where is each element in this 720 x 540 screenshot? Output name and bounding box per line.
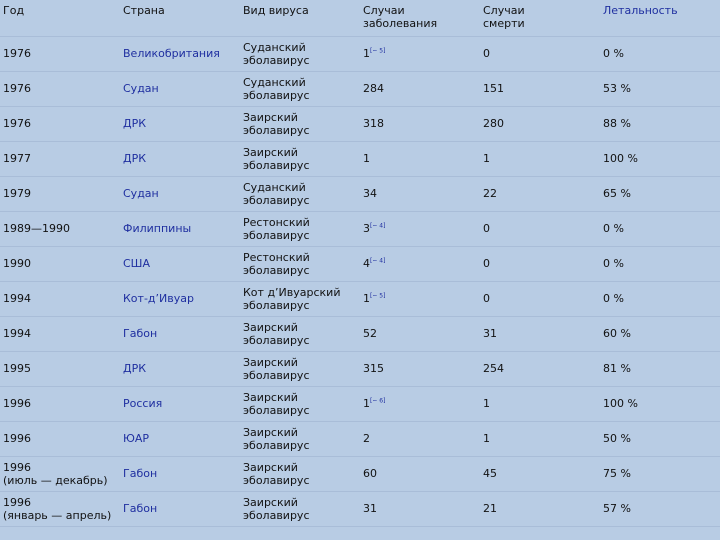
cell-country-link[interactable]: [120, 71, 240, 106]
cell-country-link-text[interactable]: Габон: [123, 502, 158, 515]
header-lethality-link[interactable]: Летальность: [600, 0, 720, 36]
cell-deaths: [480, 316, 600, 351]
cell-deaths: [480, 491, 600, 526]
cell-year-text: 1990: [3, 257, 31, 270]
cell-cases: [360, 106, 480, 141]
reference-link[interactable]: [~ 6]: [370, 397, 386, 405]
cell-cases-text: 1: [363, 292, 370, 305]
cell-cases-text: 4: [363, 257, 370, 270]
cell-deaths-text: 1: [483, 432, 490, 445]
cell-cases: [360, 176, 480, 211]
cell-year: [0, 351, 120, 386]
cell-virus-text: Заирский эболавирус: [243, 355, 310, 382]
cell-year-text: 1996: [3, 397, 31, 410]
cell-deaths: [480, 246, 600, 281]
cell-deaths-text: 280: [483, 117, 504, 130]
cell-year: [0, 421, 120, 456]
cell-year: [0, 211, 120, 246]
cell-country-link[interactable]: [120, 211, 240, 246]
cell-cases-text: 60: [363, 467, 377, 480]
cell-cases-text: 34: [363, 187, 377, 200]
cell-cases-text: 3: [363, 222, 370, 235]
cell-lethality-text: 57 %: [603, 502, 631, 515]
cell-year: [0, 386, 120, 421]
cell-country-link-text[interactable]: Габон: [123, 327, 158, 340]
cell-virus-text: Заирский эболавирус: [243, 495, 310, 522]
cell-country-link[interactable]: [120, 246, 240, 281]
table-row: [0, 71, 720, 106]
cell-country-link-text[interactable]: Судан: [123, 82, 159, 95]
cell-virus: [240, 421, 360, 456]
header-year: Год: [0, 0, 120, 36]
cell-deaths-text: 21: [483, 502, 497, 515]
cell-deaths-text: 151: [483, 82, 504, 95]
cell-cases-text: 52: [363, 327, 377, 340]
cell-cases: [360, 456, 480, 491]
cell-virus-text: Суданский эболавирус: [243, 180, 310, 207]
table-row: [0, 176, 720, 211]
cell-year: [0, 141, 120, 176]
cell-virus: [240, 106, 360, 141]
cell-cases-text: 31: [363, 502, 377, 515]
reference-link[interactable]: [~ 5]: [370, 47, 386, 55]
cell-virus-text: Кот д’Ивуарский эболавирус: [243, 285, 341, 312]
cell-lethality: [600, 36, 720, 71]
cell-lethality: [600, 106, 720, 141]
cell-lethality: [600, 211, 720, 246]
cell-year-text: 1989—1990: [3, 222, 70, 235]
table-row: [0, 491, 720, 526]
cell-virus-text: Рестонский эболавирус: [243, 250, 310, 277]
cell-deaths: [480, 281, 600, 316]
cell-country-link[interactable]: [120, 386, 240, 421]
cell-country-link[interactable]: [120, 491, 240, 526]
cell-lethality: [600, 351, 720, 386]
cell-deaths: [480, 456, 600, 491]
cell-virus: [240, 141, 360, 176]
cell-year-text: 1995: [3, 362, 31, 375]
cell-deaths: [480, 351, 600, 386]
cell-country-link[interactable]: [120, 141, 240, 176]
table-row: [0, 36, 720, 71]
cell-virus: [240, 491, 360, 526]
cell-cases: [360, 351, 480, 386]
cell-cases: [360, 211, 480, 246]
cell-virus: [240, 176, 360, 211]
cell-virus-text: Заирский эболавирус: [243, 460, 310, 487]
cell-lethality-text: 50 %: [603, 432, 631, 445]
cell-year: [0, 246, 120, 281]
cell-deaths: [480, 141, 600, 176]
cell-cases-text: 2: [363, 432, 370, 445]
cell-year-text: 1994: [3, 327, 31, 340]
table-row: [0, 106, 720, 141]
cell-lethality: [600, 316, 720, 351]
cell-country-link-text[interactable]: Россия: [123, 397, 163, 410]
cell-cases-text: 1: [363, 152, 370, 165]
cell-cases: [360, 141, 480, 176]
cell-lethality-text: 75 %: [603, 467, 631, 480]
cell-year-text: 1979: [3, 187, 31, 200]
cell-virus: [240, 71, 360, 106]
cell-country-link-text[interactable]: Габон: [123, 467, 158, 480]
cell-year-text: 1977: [3, 152, 31, 165]
cell-virus-text: Заирский эболавирус: [243, 145, 310, 172]
cell-cases: [360, 36, 480, 71]
cell-lethality: [600, 176, 720, 211]
cell-country-link-text[interactable]: ДРК: [123, 117, 147, 130]
cell-cases: [360, 71, 480, 106]
cell-year-text: 1976: [3, 82, 31, 95]
cell-lethality: [600, 246, 720, 281]
cell-cases-text: 315: [363, 362, 384, 375]
cell-virus-text: Заирский эболавирус: [243, 425, 310, 452]
cell-country-link[interactable]: [120, 281, 240, 316]
cell-virus-text: Заирский эболавирус: [243, 320, 310, 347]
cell-year-text: 1996 (июль — декабрь): [3, 460, 108, 487]
cell-deaths: [480, 36, 600, 71]
cell-cases: [360, 386, 480, 421]
cell-virus: [240, 351, 360, 386]
cell-deaths-text: 45: [483, 467, 497, 480]
cell-country-link[interactable]: [120, 351, 240, 386]
cell-year: [0, 36, 120, 71]
cell-year-text: 1996 (январь — апрель): [3, 495, 112, 522]
cell-virus: [240, 456, 360, 491]
cell-year: [0, 316, 120, 351]
cell-country-link-text[interactable]: Филиппины: [123, 222, 192, 235]
cell-lethality: [600, 71, 720, 106]
cell-deaths-text: 0: [483, 292, 490, 305]
table-row: [0, 351, 720, 386]
cell-lethality-text: 65 %: [603, 187, 631, 200]
cell-country-link-text[interactable]: ДРК: [123, 362, 147, 375]
cell-lethality: [600, 386, 720, 421]
header-virus: Вид вируса: [240, 0, 360, 36]
cell-lethality: [600, 456, 720, 491]
cell-cases: [360, 246, 480, 281]
table-row: [0, 386, 720, 421]
reference-link[interactable]: [~ 4]: [370, 222, 386, 230]
cell-virus-text: Суданский эболавирус: [243, 75, 310, 102]
cell-year: [0, 71, 120, 106]
cell-deaths-text: 1: [483, 397, 490, 410]
header-country: Страна: [120, 0, 240, 36]
reference-link[interactable]: [~ 5]: [370, 292, 386, 300]
cell-deaths-text: 31: [483, 327, 497, 340]
cell-year-text: 1996: [3, 432, 31, 445]
cell-cases-text: 318: [363, 117, 384, 130]
cell-country-link[interactable]: [120, 456, 240, 491]
cell-deaths: [480, 211, 600, 246]
cell-virus-text: Суданский эболавирус: [243, 40, 310, 67]
cell-country-link-text[interactable]: ДРК: [123, 152, 147, 165]
cell-cases: [360, 421, 480, 456]
cell-year: [0, 176, 120, 211]
cell-deaths-text: 0: [483, 222, 490, 235]
cell-deaths: [480, 106, 600, 141]
cell-deaths-text: 0: [483, 257, 490, 270]
cell-lethality-text: 0 %: [603, 222, 624, 235]
table-row: [0, 281, 720, 316]
cell-country-link-text[interactable]: Судан: [123, 187, 159, 200]
cell-country-link[interactable]: [120, 421, 240, 456]
cell-deaths: [480, 421, 600, 456]
cell-deaths-text: 1: [483, 152, 490, 165]
cell-deaths: [480, 71, 600, 106]
cell-lethality: [600, 141, 720, 176]
cell-lethality-text: 100 %: [603, 397, 638, 410]
header-deaths: Случаи смерти: [480, 0, 600, 36]
table-row: [0, 456, 720, 491]
table-row: [0, 141, 720, 176]
cell-lethality-text: 81 %: [603, 362, 631, 375]
reference-link[interactable]: [~ 4]: [370, 257, 386, 265]
cell-lethality: [600, 421, 720, 456]
cell-cases: [360, 491, 480, 526]
cell-deaths-text: 22: [483, 187, 497, 200]
cell-country-link[interactable]: [120, 316, 240, 351]
cell-virus: [240, 316, 360, 351]
cell-year-text: 1976: [3, 117, 31, 130]
cell-lethality-text: 0 %: [603, 47, 624, 60]
cell-lethality: [600, 491, 720, 526]
cell-virus: [240, 281, 360, 316]
cell-deaths-text: 0: [483, 47, 490, 60]
cell-virus: [240, 36, 360, 71]
cell-cases: [360, 316, 480, 351]
cell-lethality-text: 100 %: [603, 152, 638, 165]
cell-virus-text: Заирский эболавирус: [243, 110, 310, 137]
cell-country-link[interactable]: [120, 106, 240, 141]
cell-lethality-text: 60 %: [603, 327, 631, 340]
cell-country-link-text[interactable]: США: [123, 257, 150, 270]
cell-virus: [240, 211, 360, 246]
cell-year: [0, 491, 120, 526]
cell-deaths-text: 254: [483, 362, 504, 375]
cell-deaths: [480, 176, 600, 211]
cell-cases: [360, 281, 480, 316]
cell-year-text: 1976: [3, 47, 31, 60]
cell-year: [0, 281, 120, 316]
table-row: [0, 421, 720, 456]
header-cases: Случаи заболевания: [360, 0, 480, 36]
cell-lethality-text: 0 %: [603, 257, 624, 270]
cell-cases-text: 1: [363, 397, 370, 410]
cell-country-link-text[interactable]: ЮАР: [123, 432, 150, 445]
cell-year-text: 1994: [3, 292, 31, 305]
cell-country-link[interactable]: [120, 176, 240, 211]
cell-lethality-text: 0 %: [603, 292, 624, 305]
cell-virus-text: Рестонский эболавирус: [243, 215, 310, 242]
table-row: [0, 316, 720, 351]
table-row: [0, 211, 720, 246]
cell-lethality-text: 88 %: [603, 117, 631, 130]
cell-year: [0, 456, 120, 491]
cell-country-link-text[interactable]: Кот-д’Ивуар: [123, 292, 194, 305]
header-row: [0, 0, 720, 36]
cell-virus-text: Заирский эболавирус: [243, 390, 310, 417]
cell-lethality: [600, 281, 720, 316]
cell-cases-text: 1: [363, 47, 370, 60]
cell-virus: [240, 386, 360, 421]
cell-country-link[interactable]: [120, 36, 240, 71]
cell-lethality-text: 53 %: [603, 82, 631, 95]
cell-virus: [240, 246, 360, 281]
cell-year: [0, 106, 120, 141]
cell-deaths: [480, 386, 600, 421]
cell-cases-text: 284: [363, 82, 384, 95]
cell-country-link-text[interactable]: Великобритания: [123, 47, 220, 60]
table-row: [0, 246, 720, 281]
